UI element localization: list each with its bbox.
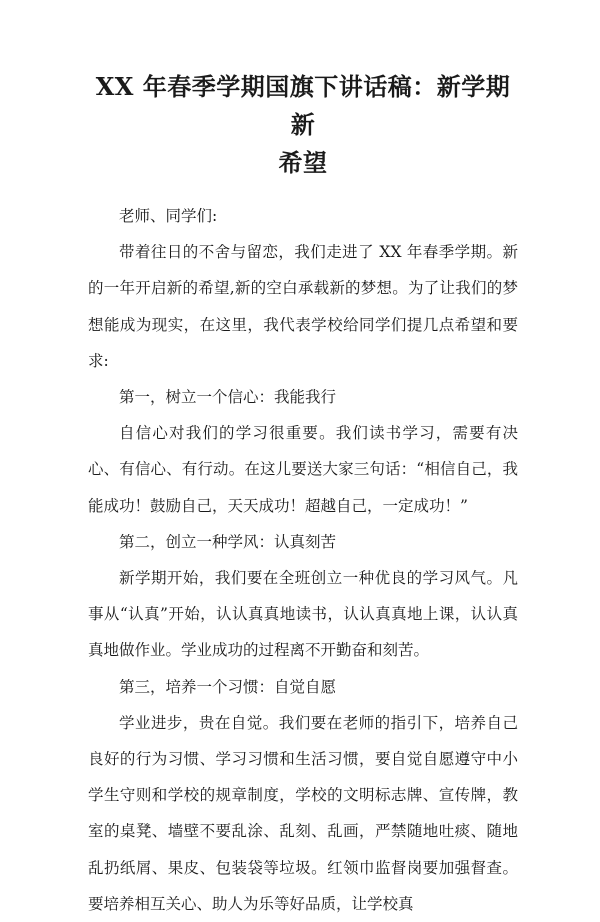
- title-line-1: XX 年春季学期国旗下讲话稿：新学期新: [95, 72, 511, 139]
- document-title: [88, 68, 518, 182]
- salutation: 老师、同学们:: [119, 207, 218, 225]
- section-paragraph-3: 学业进步，贵在自觉。我们要在老师的指引下，培养自己良好的行为习惯、学习习惯和生活习惯，要自觉自愿遵守中小学生守则和学校的规章制度，学校的文明标志牌、宣传牌，教室的桌凳、墙壁不要乱涂、乱刻、乱画，严禁随地吐痰、随地乱扔纸屑、果皮、包装袋等垃圾。红领巾监督岗要加强督查。要培养相互关心、助人为乐等好品质，让学校真: [88, 713, 518, 913]
- section-heading-3: 第三，培养一个习惯：自觉自愿: [119, 677, 337, 696]
- title-line-2: 希望: [278, 148, 328, 177]
- intro-paragraph: 带着往日的不舍与留恋，我们走进了 XX 年春季学期。新的一年开启新的希望,新的空白承载新的梦想。为了让我们的梦想能成为现实，在这里，我代表学校给同学们提几点希望和要求:: [88, 243, 518, 370]
- section-heading-2: 第二，创立一种学风：认真刻苦: [119, 532, 337, 551]
- section-heading-1: 第一，树立一个信心：我能我行: [119, 388, 337, 407]
- section-paragraph-2: 新学期开始，我们要在全班创立一种优良的学习风气。凡事从“认真”开始，认认真真地读书，认认真真地上课，认认真真地做作业。学业成功的过程离不开勤奋和刻苦。: [88, 569, 518, 660]
- document-body: [88, 198, 518, 922]
- section-paragraph-1: 自信心对我们的学习很重要。我们读书学习，需要有决心、有信心、有行动。在这儿要送大家三句话：“相信自己，我能成功！鼓励自己，天天成功！超越自己，一定成功！”: [88, 424, 518, 515]
